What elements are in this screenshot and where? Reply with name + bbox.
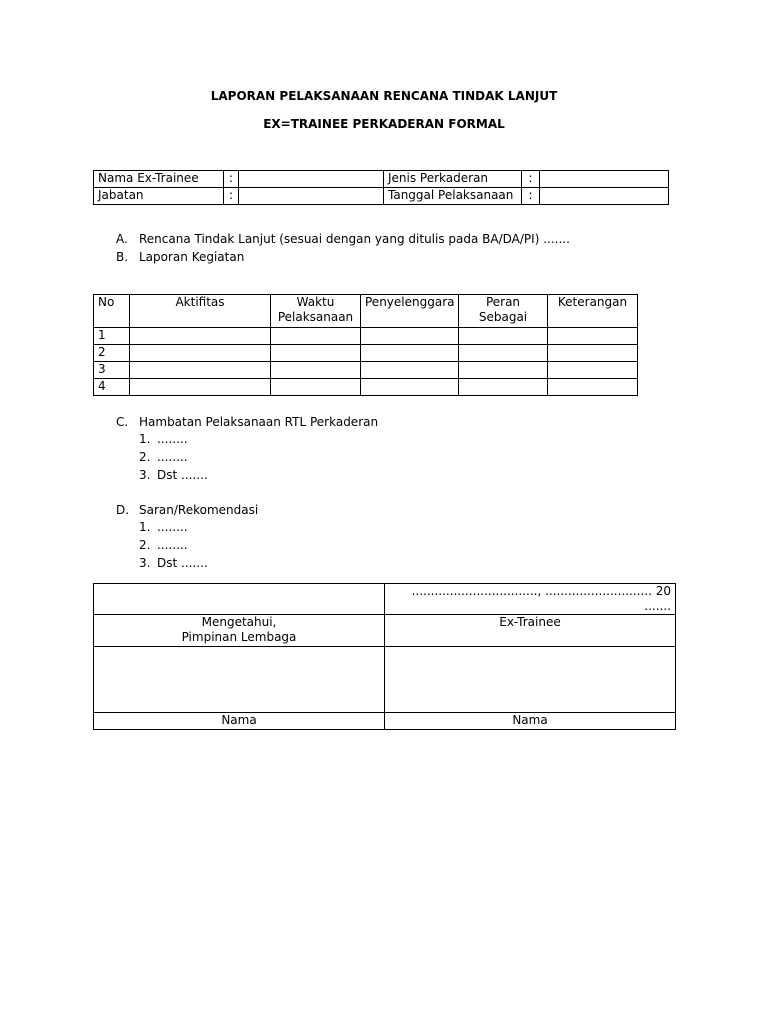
- list-item: [139, 468, 208, 486]
- header-role-line2: Sebagai: [478, 310, 528, 324]
- list-item: [139, 432, 208, 450]
- cell-notes[interactable]: [548, 379, 638, 396]
- section-d-list: [116, 503, 259, 521]
- header-time-line1: Waktu: [296, 295, 335, 309]
- section-a-marker: A.: [116, 232, 128, 246]
- cell-time[interactable]: [271, 379, 361, 396]
- list-marker: 1.: [139, 520, 151, 534]
- section-list-ab: [116, 232, 570, 268]
- label-trainee-name: Nama Ex-Trainee: [94, 171, 224, 188]
- section-c: [116, 415, 379, 433]
- section-c-text: Hambatan Pelaksanaan RTL Perkaderan: [139, 415, 379, 429]
- list-text: ........: [157, 520, 188, 534]
- cell-organizer[interactable]: [361, 328, 459, 345]
- cell-role[interactable]: [459, 328, 548, 345]
- cell-activity[interactable]: [130, 379, 271, 396]
- position-field[interactable]: [239, 188, 384, 205]
- header-time: [271, 295, 361, 328]
- label-cadre-type: Jenis Perkaderan: [384, 171, 522, 188]
- cell-activity[interactable]: [130, 362, 271, 379]
- section-b-text: Laporan Kegiatan: [139, 250, 245, 264]
- colon: :: [224, 171, 239, 188]
- empty-cell: [94, 584, 385, 615]
- list-text: ........: [157, 432, 188, 446]
- label-implementation-date: Tanggal Pelaksanaan: [384, 188, 522, 205]
- header-no: No: [94, 295, 130, 328]
- colon: :: [522, 171, 540, 188]
- cell-time[interactable]: [271, 328, 361, 345]
- colon: :: [224, 188, 239, 205]
- cell-notes[interactable]: [548, 362, 638, 379]
- cell-organizer[interactable]: [361, 379, 459, 396]
- table-row: [94, 328, 638, 345]
- cell-role[interactable]: [459, 362, 548, 379]
- cell-activity[interactable]: [130, 328, 271, 345]
- cell-notes[interactable]: [548, 345, 638, 362]
- list-text: ........: [157, 538, 188, 552]
- list-marker: 1.: [139, 432, 151, 446]
- cell-organizer[interactable]: [361, 362, 459, 379]
- signer-name-left: Nama: [94, 713, 385, 730]
- signature-table: [93, 583, 676, 730]
- signer-name-right: Nama: [385, 713, 676, 730]
- report-title: LAPORAN PELAKSANAAN RENCANA TINDAK LANJUT: [210, 89, 558, 103]
- recommendation-list: [139, 520, 208, 574]
- cell-activity[interactable]: [130, 345, 271, 362]
- section-c-marker: C.: [116, 415, 129, 429]
- obstacle-list: [139, 432, 208, 486]
- identity-table: [93, 170, 669, 205]
- trainee-heading: Ex-Trainee: [385, 615, 676, 647]
- section-a: [116, 232, 570, 250]
- list-marker: 3.: [139, 468, 151, 482]
- list-marker: 3.: [139, 556, 151, 570]
- row-number: 3: [94, 362, 130, 379]
- acknowledger-heading: [94, 615, 385, 647]
- cell-time[interactable]: [271, 362, 361, 379]
- activity-table: [93, 294, 638, 396]
- report-subtitle: EX=TRAINEE PERKADERAN FORMAL: [263, 117, 505, 131]
- cell-role[interactable]: [459, 379, 548, 396]
- cell-organizer[interactable]: [361, 345, 459, 362]
- colon: :: [522, 188, 540, 205]
- header-activity: Aktifitas: [130, 295, 271, 328]
- list-text: Dst .......: [157, 556, 208, 570]
- section-d-marker: D.: [116, 503, 130, 517]
- section-b-marker: B.: [116, 250, 129, 264]
- header-organizer: Penyelenggara: [361, 295, 459, 328]
- list-item: [139, 520, 208, 538]
- list-item: [139, 556, 208, 574]
- row-number: 1: [94, 328, 130, 345]
- table-row: [94, 362, 638, 379]
- cadre-type-field[interactable]: [540, 171, 669, 188]
- list-marker: 2.: [139, 538, 151, 552]
- list-text: ........: [157, 450, 188, 464]
- label-position: Jabatan: [94, 188, 224, 205]
- list-item: [139, 538, 208, 556]
- cell-notes[interactable]: [548, 328, 638, 345]
- row-number: 2: [94, 345, 130, 362]
- section-b: [116, 250, 570, 268]
- cell-time[interactable]: [271, 345, 361, 362]
- list-text: Dst .......: [157, 468, 208, 482]
- acknowledged-label: Mengetahui,: [201, 615, 277, 629]
- implementation-date-field[interactable]: [540, 188, 669, 205]
- signature-space-right[interactable]: [385, 647, 676, 713]
- table-row: [94, 345, 638, 362]
- list-item: [139, 450, 208, 468]
- cell-role[interactable]: [459, 345, 548, 362]
- header-notes: Keterangan: [548, 295, 638, 328]
- section-a-text: Rencana Tindak Lanjut (sesuai dengan yang ditulis pada BA/DA/PI) .......: [139, 232, 570, 246]
- place-date-line[interactable]: ................................., ............................ 20 .......: [385, 584, 676, 615]
- row-number: 4: [94, 379, 130, 396]
- header-role: [459, 295, 548, 328]
- header-time-line2: Pelaksanaan: [277, 310, 354, 324]
- signature-space-left[interactable]: [94, 647, 385, 713]
- section-c-list: [116, 415, 379, 433]
- section-d-text: Saran/Rekomendasi: [139, 503, 259, 517]
- section-d: [116, 503, 259, 521]
- table-row: [94, 379, 638, 396]
- header-role-line1: Peran: [485, 295, 521, 309]
- institution-head-label: Pimpinan Lembaga: [181, 630, 297, 644]
- list-marker: 2.: [139, 450, 151, 464]
- trainee-name-field[interactable]: [239, 171, 384, 188]
